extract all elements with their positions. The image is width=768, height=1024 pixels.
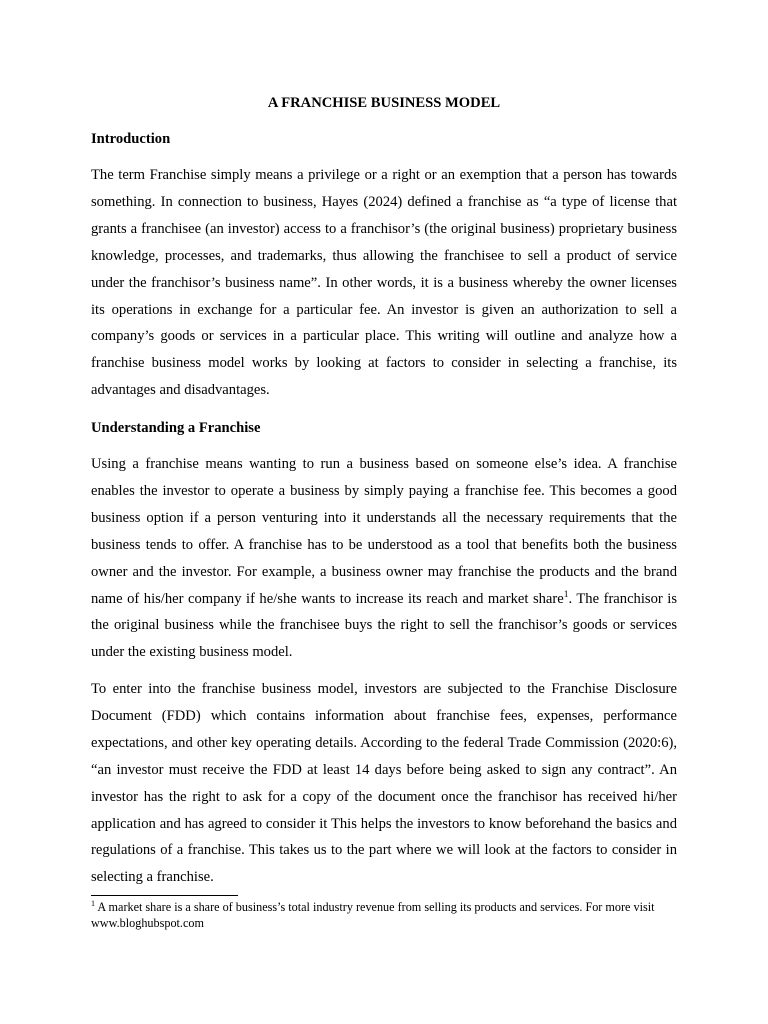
section-heading-understanding-a-franchise: Understanding a Franchise: [91, 420, 261, 436]
section-heading-introduction: Introduction: [91, 131, 171, 147]
footnote: [91, 900, 681, 931]
document-title: A FRANCHISE BUSINESS MODEL: [267, 95, 501, 111]
understanding-paragraph-2: [91, 676, 677, 891]
introduction-paragraph: [91, 162, 677, 404]
footnote-text: A market share is a share of business’s total industry revenue from selling its products and services. For more visit www.bloghubspot.com: [91, 900, 655, 930]
footnote-reference[interactable]: 1: [563, 589, 569, 600]
footnote-separator: [91, 895, 238, 896]
paragraph-text: Using a franchise means wanting to run a business based on someone else’s idea. A franchise enables the investor to operate a business by simply paying a franchise fee. This becomes a good business option if a person venturing into it understands all the necessary requirements that the business tends to offer. A franchise has to be understood as a tool that benefits both the business owner and the investor. For example, a business owner may franchise the products and the brand name of his/her company if he/she wants to increase its reach and market share: [91, 456, 677, 607]
understanding-paragraph-1: [91, 451, 677, 666]
paragraph-text: To enter into the franchise business model, investors are subjected to the Franchise Disclosure Document (FDD) which contains information about franchise fees, expenses, performance expectations, and other key operating details. According to the federal Trade Commission (2020:6), “an investor must receive the FDD at least 14 days before being asked to sign any contract”. An investor has the right to ask for a copy of the document once the franchisor has received hi/her application and has agreed to consider it This helps the investors to know beforehand the basics and regulations of a franchise. This takes us to the part where we will look at the factors to consider in selecting a franchise.: [91, 681, 677, 886]
footnote-marker: 1: [91, 898, 95, 908]
paragraph-text-continued: . The franchisor is the original business while the franchisee buys the right to sell the franchisor’s goods or services under the existing business model.: [91, 590, 677, 661]
paragraph-text: The term Franchise simply means a privilege or a right or an exemption that a person has towards something. In connection to business, Hayes (2024) defined a franchise as “a type of license that grants a franchisee (an investor) access to a franchisor’s (the original business) proprietary business knowledge, processes, and trademarks, thus allowing the franchisee to sell a product of service under the franchisor’s business name”. In other words, it is a business whereby the owner licenses its operations in exchange for a particular fee. An investor is given an authorization to sell a company’s goods or services in a particular place. This writing will outline and analyze how a franchise business model works by looking at factors to consider in selecting a franchise, its advantages and disadvantages.: [91, 167, 677, 399]
